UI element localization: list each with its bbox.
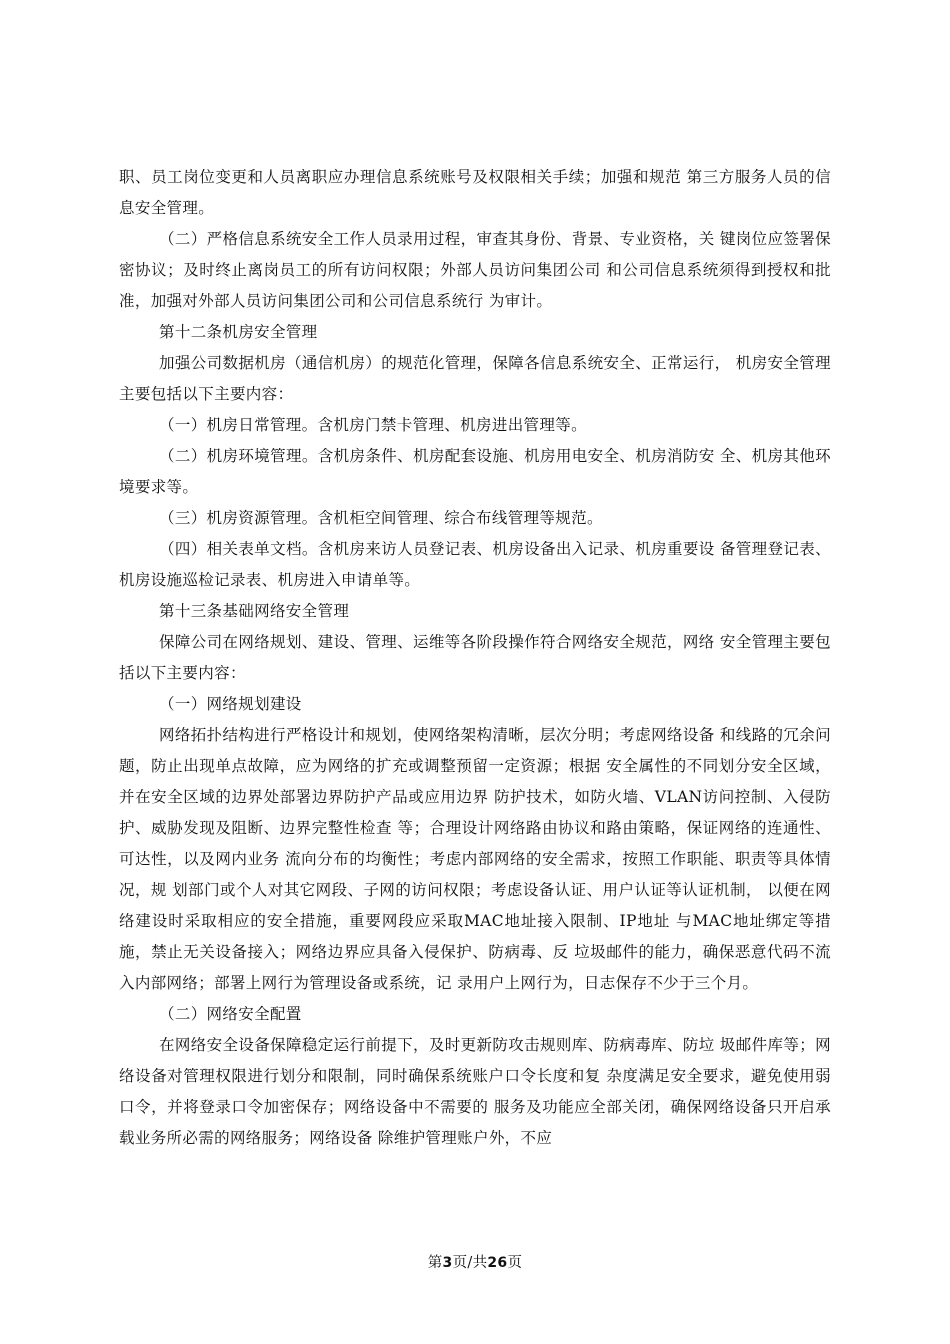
list-item-datacenter-forms: （四）相关表单文档。含机房来访人员登记表、机房设备出入记录、机房重要设 备管理登记表、机房设施巡检记录表、机房进入申请单等。	[119, 540, 831, 589]
list-item-datacenter-environment: （二）机房环境管理。含机房条件、机房配套设施、机房用电安全、机房消防安 全、机房其他环境要求等。	[119, 447, 831, 496]
section-network-config-heading: （二）网络安全配置	[159, 1005, 302, 1023]
list-item-datacenter-daily: （一）机房日常管理。含机房门禁卡管理、机房进出管理等。	[159, 416, 587, 434]
document-body	[119, 162, 831, 1154]
section-network-planning-heading: （一）网络规划建设	[159, 695, 302, 713]
page-footer	[0, 1253, 950, 1273]
paragraph-continuation: 职、员工岗位变更和人员离职应办理信息系统账号及权限相关手续；加强和规范 第三方服务人员的信息安全管理。	[119, 168, 831, 217]
footer-total-pages: 26	[487, 1255, 508, 1271]
paragraph-network-intro: 保障公司在网络规划、建设、管理、运维等各阶段操作符合网络安全规范，网络 安全管理主要包括以下主要内容：	[119, 633, 831, 682]
paragraph-datacenter-intro: 加强公司数据机房（通信机房）的规范化管理，保障各信息系统安全、正常运行， 机房安全管理主要包括以下主要内容：	[119, 354, 831, 403]
paragraph-network-config: 在网络安全设备保障稳定运行前提下，及时更新防攻击规则库、防病毒库、防垃 圾邮件库等；网络设备对管理权限进行划分和限制，同时确保系统账户口令长度和复 杂度满足安全要求，避免使用弱口令，并将登录口令加密保存；网络设备中不需要的 服务及功能应全部关闭，确保网络设备只开启承载业务所必需的网络服务；网络设备 除维护管理账户外，不应	[119, 1036, 831, 1147]
footer-suffix: 页	[507, 1255, 523, 1271]
paragraph-network-planning: 网络拓扑结构进行严格设计和规划，使网络架构清晰，层次分明；考虑网络设备 和线路的冗余问题，防止出现单点故障，应为网络的扩充或调整预留一定资源；根据 安全属性的不同划分安全区域，并在安全区域的边界处部署边界防护产品或应用边界 防护技术，如防火墙、VLAN访问控制、入侵防护、威胁发现及阻断、边界完整性检查 等；合理设计网络路由协议和路由策略，保证网络的连通性、可达性，以及网内业务 流向分布的均衡性；考虑内部网络的安全需求，按照工作职能、职责等具体情况，规 划部门或个人对其它网段、子网的访问权限；考虑设备认证、用户认证等认证机制， 以便在网络建设时采取相应的安全措施，重要网段应采取MAC地址接入限制、IP地址 与MAC地址绑定等措施，禁止无关设备接入；网络边界应具备入侵保护、防病毒、反 垃圾邮件的能力，确保恶意代码不流入内部网络；部署上网行为管理设备或系统，记 录用户上网行为，日志保存不少于三个月。	[119, 726, 831, 992]
list-item-datacenter-resources: （三）机房资源管理。含机柜空间管理、综合布线管理等规范。	[159, 509, 603, 527]
paragraph-personnel-hiring: （二）严格信息系统安全工作人员录用过程，审查其身份、背景、专业资格，关 键岗位应签署保密协议；及时终止离岗员工的所有访问权限；外部人员访问集团公司 和公司信息系统须得到授权和批准，加强对外部人员访问集团公司和公司信息系统行 为审计。	[119, 230, 831, 310]
article-12-heading: 第十二条机房安全管理	[159, 323, 318, 341]
footer-prefix: 第	[427, 1255, 443, 1271]
footer-current-page: 3	[442, 1255, 453, 1271]
article-13-heading: 第十三条基础网络安全管理	[159, 602, 350, 620]
footer-middle: 页/共	[452, 1255, 488, 1271]
